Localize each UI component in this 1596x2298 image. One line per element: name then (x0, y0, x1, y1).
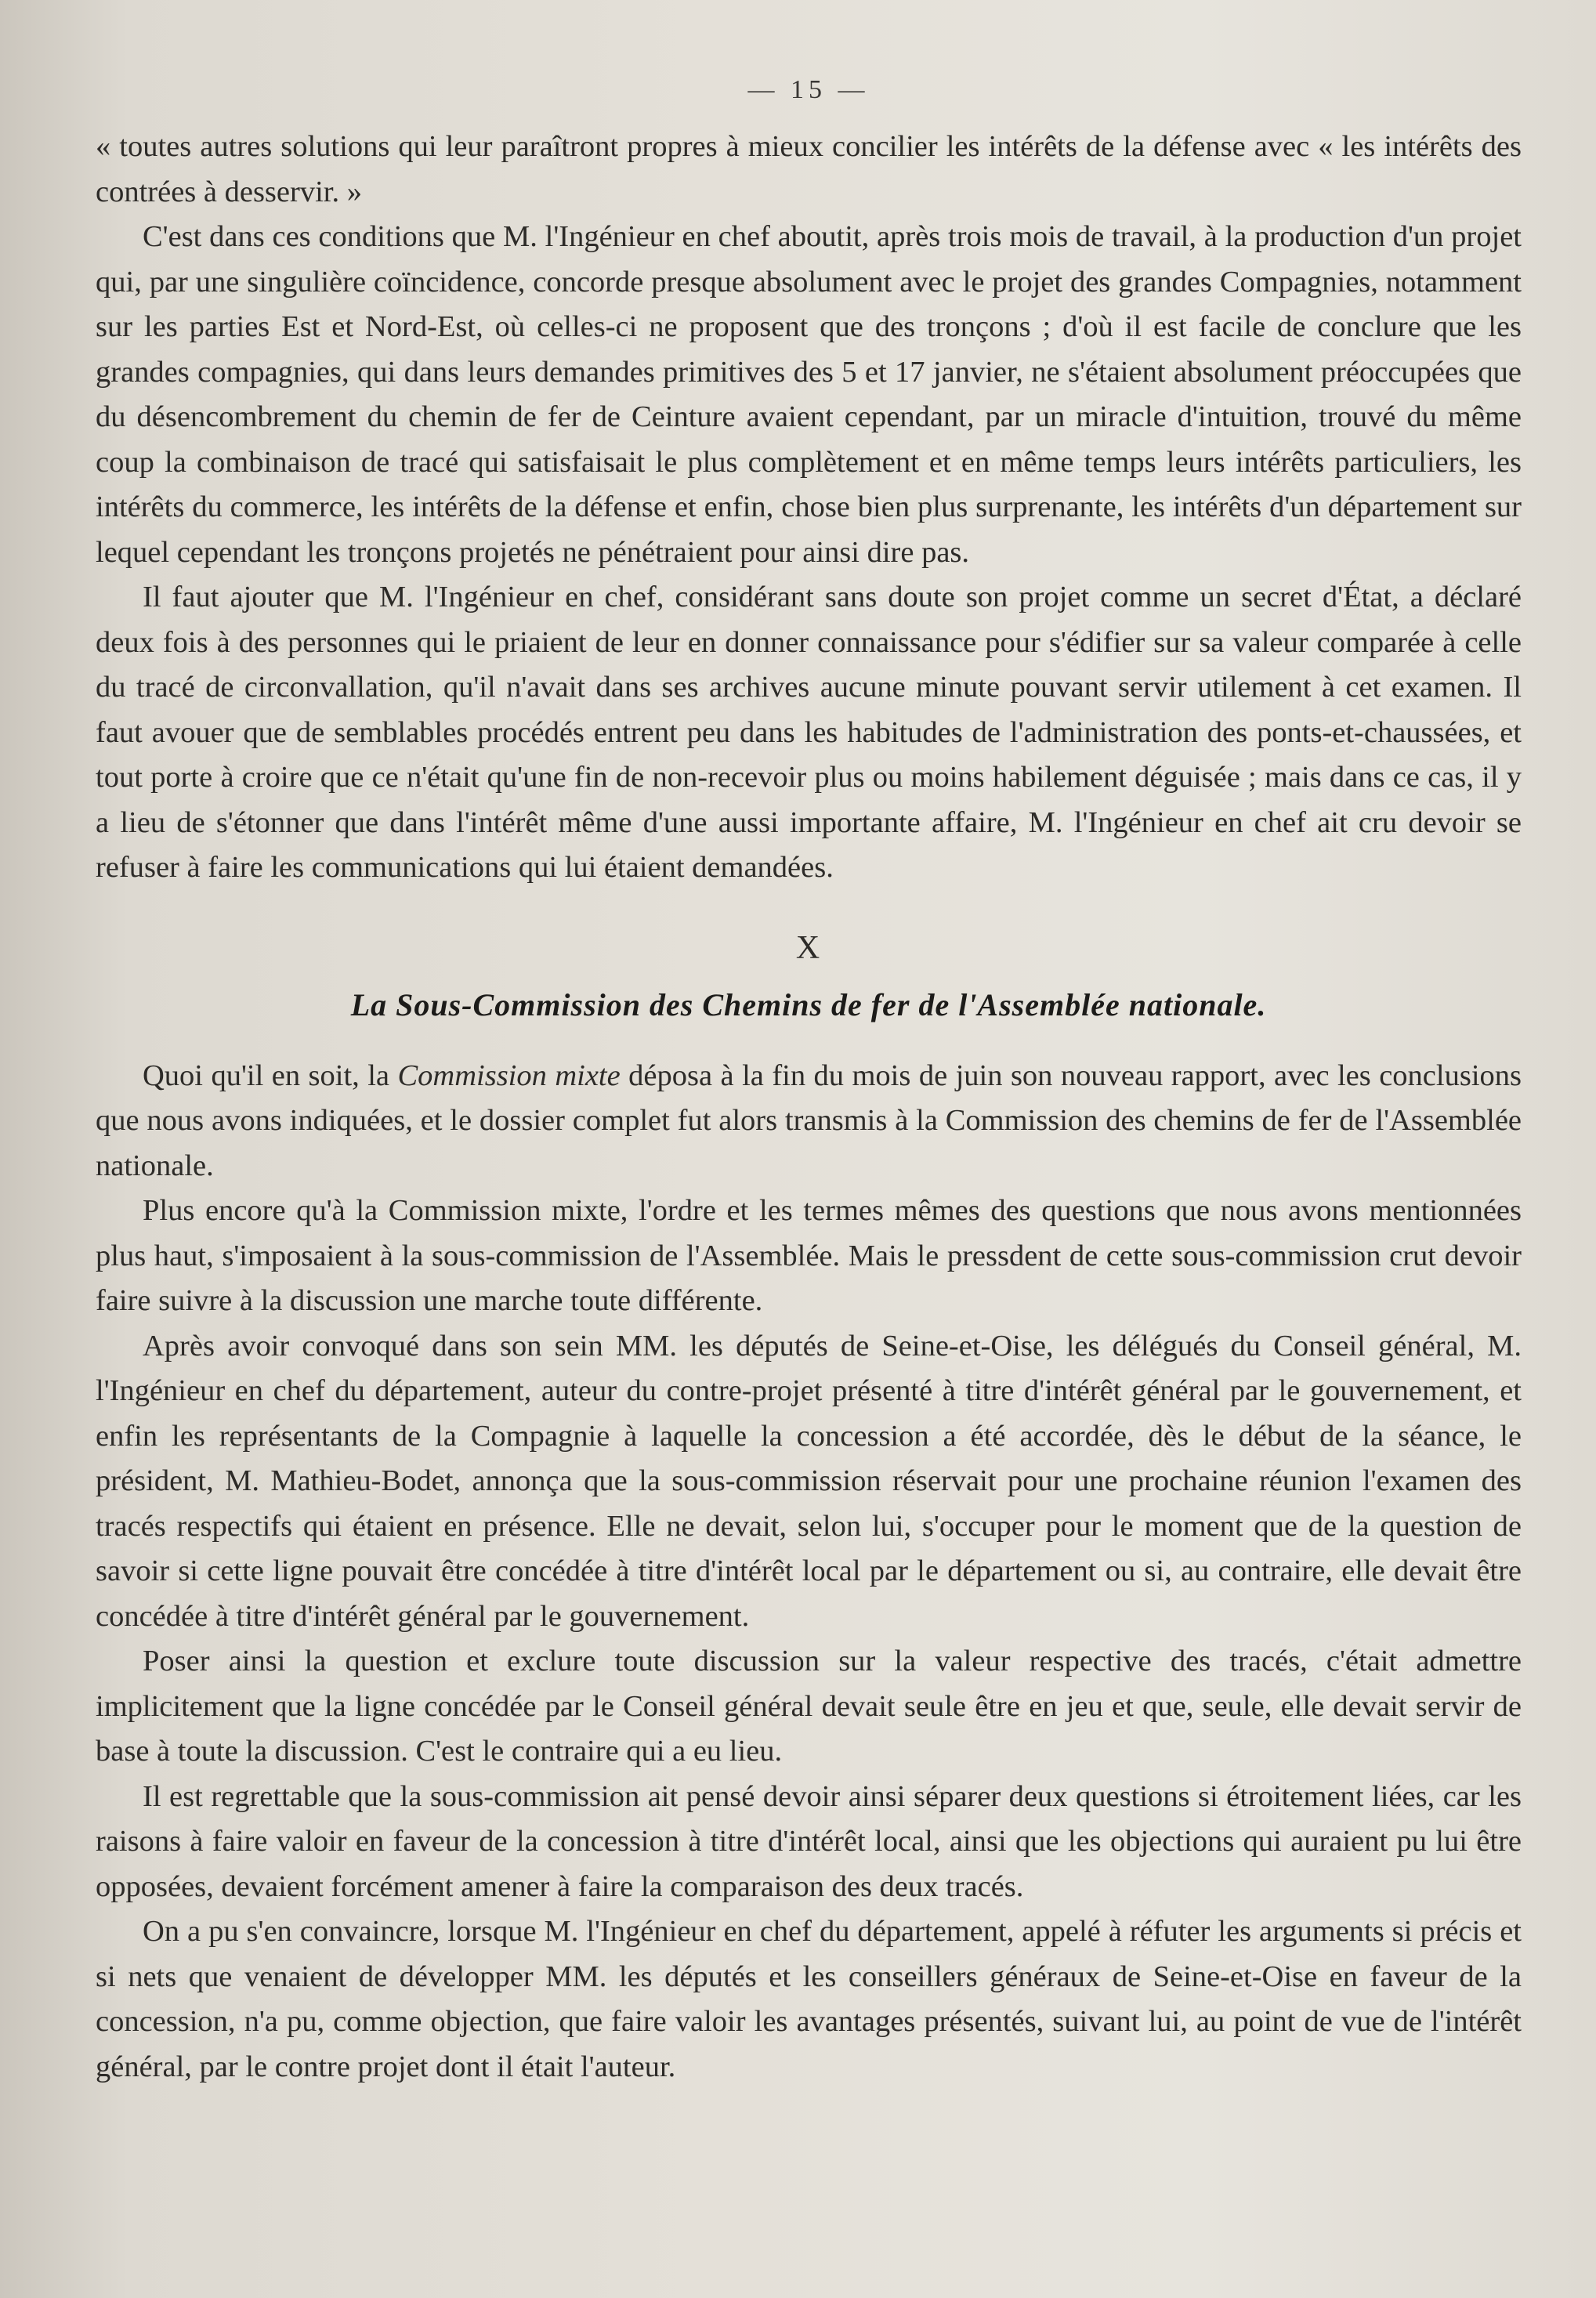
paragraph-poser-ainsi: Poser ainsi la question et exclure toute discussion sur la valeur respective des tracés, c'était admettre implicitement que la ligne concédée par le Conseil général devait seule être en jeu et que, seule, elle devait servir de base à toute la discussion. C'est le contraire qui a eu lieu. (96, 1645, 1522, 1768)
paragraph-quote: « toutes autres solutions qui leur paraîtront propres à mieux concilier les intérêts de la défense avec « les intérêts des contrées à desservir. » (96, 130, 1522, 208)
paragraph-apres-avoir: Après avoir convoqué dans son sein MM. les députés de Seine-et-Oise, les délégués du Conseil général, M. l'Ingénieur en chef du département, auteur du contre-projet présenté à titre d'intérêt général par le gouvernement, et enfin les représentants de la Compagnie à laquelle la concession a été accordée, dès le début de la séance, le président, M. Mathieu-Bodet, annonça que la sous-commission réservait pour une prochaine réunion l'examen des tracés respectifs qui étaient en présence. Elle ne devait, selon lui, s'occuper pour le moment que de la question de savoir si cette ligne pouvait être concédée à titre d'intérêt local par le département ou si, au contraire, elle devait être concédée à titre d'intérêt général par le gouvernement. (96, 1329, 1522, 1633)
paragraph-ingenieur-projet: C'est dans ces conditions que M. l'Ingénieur en chef aboutit, après trois mois de travail, à la production d'un projet qui, par une singulière coïncidence, concorde presque absolument avec le projet des grandes Compagnies, notamment sur les parties Est et Nord-Est, où celles-ci ne proposent que des tronçons ; d'où il est facile de conclure que les grandes compagnies, qui dans leurs demandes primitives des 5 et 17 janvier, ne s'étaient absolument préoccupées que du désencombrement du chemin de fer de Ceinture avaient cependant, par un miracle d'intuition, trouvé du même coup la combinaison de tracé qui satisfaisait le plus complètement et en même temps leurs intérêts particuliers, les intérêts du commerce, les intérêts de la défense et enfin, chose bien plus surprenante, les intérêts d'un département sur lequel cependant les tronçons projetés ne pénétraient pour ainsi dire pas. (96, 220, 1522, 569)
section-x (96, 927, 1522, 2090)
paragraph-convaincre: On a pu s'en convaincre, lorsque M. l'Ingénieur en chef du département, appelé à réfuter les arguments si précis et si nets que venaient de développer MM. les députés et les conseillers généraux de Seine-et-Oise en faveur de la concession, n'a pu, comme objection, que faire valoir les avantages présentés, suivant lui, au point de vue de l'intérêt général, par le contre projet dont il était l'auteur. (96, 1915, 1522, 2083)
section-number: X (795, 929, 822, 966)
paragraph-secret-etat: Il faut ajouter que M. l'Ingénieur en chef, considérant sans doute son projet comme un secret d'État, a déclaré deux fois à des personnes qui le priaient de leur en donner connaissance pour s'édifier sur sa valeur comparée à celle du tracé de circonvallation, qu'il n'avait dans ses archives aucune minute pouvant servir utilement à cet examen. Il faut avouer que de semblables procédés entrent peu dans les habitudes de l'administration des ponts-et-chaussées, et tout porte à croire que ce n'était qu'une fin de non-recevoir plus ou moins habilement déguisée ; mais dans ce cas, il y a lieu de s'étonner que dans l'intérêt même d'une aussi importante affaire, M. l'Ingénieur en chef ait cru devoir se refuser à faire les communications qui lui étaient demandées. (96, 581, 1522, 884)
paragraph-plus-encore: Plus encore qu'à la Commission mixte, l'ordre et les termes mêmes des questions que nous avons mentionnées plus haut, s'imposaient à la sous-commission de l'Assemblée. Mais le pressdent de cette sous-commission crut devoir faire suivre à la discussion une marche toute différente. (96, 1194, 1522, 1317)
paragraph-commission-mixte (96, 1054, 1522, 1189)
section-title: La Sous-Commission des Chemins de fer de l'Assemblée nationale. (350, 986, 1267, 1022)
commission-mixte-emphasis: Commission mixte (397, 1059, 621, 1092)
paragraph-text-before: Quoi qu'il en soit, la (143, 1059, 398, 1092)
paragraph-regrettable: Il est regrettable que la sous-commission ait pensé devoir ainsi séparer deux questions si étroitement liées, car les raisons à faire valoir en faveur de la concession à titre d'intérêt local, ainsi que les objections qui auraient pu lui être opposées, devaient forcément amener à faire la comparaison des deux tracés. (96, 1779, 1522, 1903)
paragraph-text-after: déposa à la fin du mois de juin son nouveau rapport, avec les conclusions que nous avons indiquées, et le dossier complet fut alors transmis à la Commission des chemins de fer de l'Assemblée nationale. (96, 1059, 1522, 1182)
page-number: — 15 — (747, 75, 870, 104)
